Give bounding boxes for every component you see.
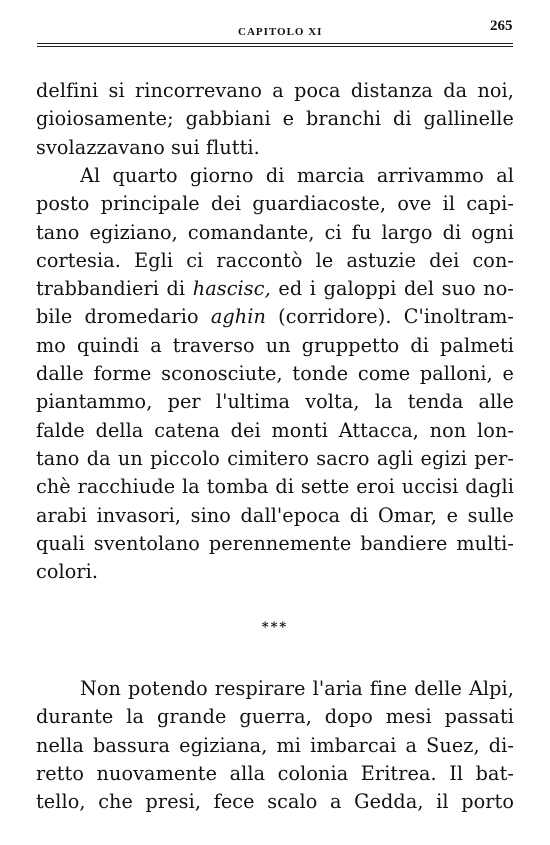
text-line: tano egiziano, comandante, ci fu largo di ogni [36,220,514,244]
section-separator: *** [261,620,289,635]
text-line: durante la grande guerra, dopo mesi passati [36,705,514,729]
text-line: trabbandieri di hascisc, ed i galoppi del suo no- [36,277,514,301]
text-line: retto nuovamente alla colonia Eritrea. Il bat- [36,761,514,785]
text-line: arabi invasori, sino dall'epoca di Omar, e sulle [36,503,514,527]
text-line: colori. [36,560,99,584]
text-line: Al quarto giorno di marcia arrivammo al [80,164,514,187]
text-line: bile dromedario aghin (corridore). C'inoltram- [36,305,514,329]
text-line: gioiosamente; gabbiani e branchi di gallinelle [36,107,514,131]
page-header [0,0,550,50]
paragraph-non-potendo [36,675,514,816]
text-line: dalle forme sconosciute, tonde come palloni, e [36,362,514,386]
text-line: tano da un piccolo cimitero sacro agli egizi per- [36,446,514,470]
running-title: CAPITOLO XI [238,26,323,38]
header-rule [37,43,513,47]
text-line: tello, che presi, fece scalo a Gedda, il porto [36,790,514,814]
paragraph-quarto-giorno [36,162,514,586]
text-line: mo quindi a traverso un gruppetto di palmeti [36,333,514,357]
text-line: svolazzavano sui flutti. [36,135,260,159]
text-line: chè racchiude la tomba di sette eroi uccisi dagli [36,475,514,499]
text-line: posto principale dei guardiacoste, ove il capi- [36,192,514,216]
text-line: falde della catena dei monti Attacca, non lon- [36,418,514,442]
paragraph-continuation [36,77,514,162]
text-line: quali sventolano perennemente bandiere multi- [36,531,514,555]
text-line: delfini si rincorrevano a poca distanza da noi, [36,79,514,102]
text-line: piantammo, per l'ultima volta, la tenda alle [36,390,514,414]
text-line: cortesia. Egli ci raccontò le astuzie dei con- [36,248,514,272]
text-line: Non potendo respirare l'aria fine delle Alpi, [80,677,514,700]
text-line: nella bassura egiziana, mi imbarcai a Suez, di- [36,733,514,757]
page-number: 265 [490,18,513,34]
